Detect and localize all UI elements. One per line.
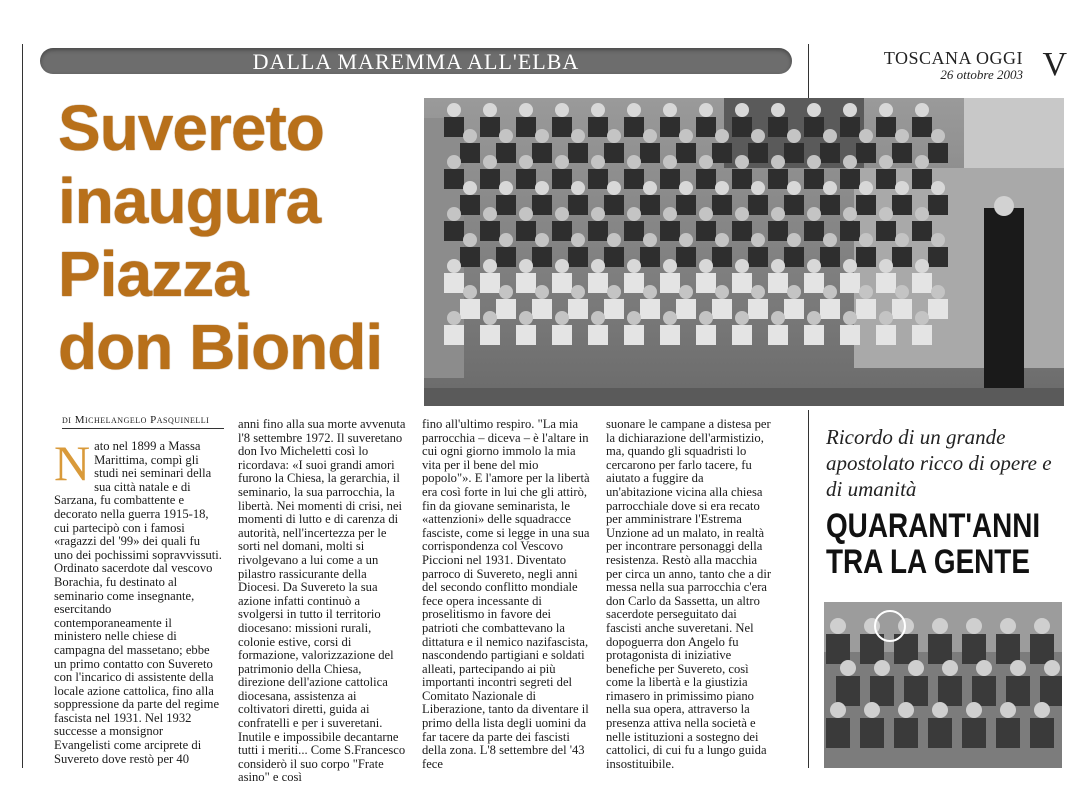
- group-photo-image: [424, 98, 1064, 406]
- page-letter: V: [1042, 46, 1067, 83]
- soldiers-photo-image: [824, 602, 1062, 768]
- headline-line: Piazza: [58, 238, 248, 310]
- headline: [58, 92, 418, 384]
- headline-line: Suvereto: [58, 92, 324, 164]
- drop-cap: N: [54, 435, 91, 491]
- kicker-headline: QUARANT'ANNI TRA LA GENTE: [826, 507, 1041, 581]
- sidebar-rule: [808, 410, 809, 768]
- article-column-2: anni fino alla sua morte avvenuta l'8 settembre 1972. Il suveretano don Ivo Micheletti così lo ricordava: «I suoi grandi amori furono la Chiesa, la gerarchia, il seminario, la sua parrocchia, la libertà. Nei momenti di crisi, nei momenti di lutto e di carenza di autorità, nell'incertezza per le sorti nel domani, molti si rivolgevano a lui come a un pilastro rassicurante della Diocesi. Da Suvereto la sua azione infatti continuò a svolgersi in tutto il territorio diocesano: missioni rurali, colonie estive, corsi di formazione, valorizzazione del patrimonio della Chiesa, direzione dell'azione cattolica diocesana, assistenza ai coltivatori diretti, guida ai confratelli e per i suveretani. Inutile e impossibile decantarne tutti i meriti... Come S.Francesco considerò il suo corpo "Frate asino" e così: [238, 417, 406, 785]
- article-column-1: [54, 435, 222, 766]
- section-banner-text: DALLA MAREMMA ALL'ELBA: [252, 49, 580, 74]
- headline-line: don Biondi: [58, 311, 383, 383]
- article-column-4: suonare le campane a distesa per la dichiarazione dell'armistizio, ma, quando gli squadristi lo cercarono per farlo tacere, fu aiutato a fuggire da un'abitazione vicina alla chiesa parrocchiale dove si era recato per amministrare l'Estrema Unzione ad un malato, in realtà per incontrare personaggi della resistenza. Restò alla macchia per circa un anno, tanto che a dir messa nella sua parrocchia c'era don Carlo da Sassetta, un altro sacerdote perseguitato dai fascisti anche suveretani. Nel dopoguerra don Angelo fu protagonista di iniziative benefiche per Suvereto, così come la libertà e la giustizia rimasero in primissimo piano nella sua opera, attraverso la presenza attiva nella società e nelle istituzioni a sostegno dei cattolici, di cui fu a lungo guida insostituibile.: [606, 417, 772, 771]
- column-text: ato nel 1899 a Massa Marittima, compì gli studi nei seminari della sua città natale e di Sarzana, fu combattente e decorato nella guerra 1915-18, cui partecipò con i famosi «ragazzi del '99» dei quali fu uno dei pochissimi sopravvissuti. Ordinato sacerdote dal vescovo Borachia, fu destinato al seminario come insegnante, esercitando contemporaneamente il ministero nelle chiese di campagna del massetano; ebbe un primo contatto con Suvereto con l'incarico di assistente della locale azione cattolica, fino alla soppressione da parte del regime fascista nel 1931. Nel 1932 successe a monsignor Evangelisti come arciprete di Suvereto dove restò per 40: [54, 439, 222, 766]
- article-column-3: fino all'ultimo respiro. "La mia parrocchia – diceva – è l'altare in cui ogni giorno immolo la mia vita per il bene del mio popolo"». E l'amore per la libertà era così forte in lui che gli attirò, fin da giovane seminarista, le «attenzioni» delle squadracce fasciste, come si legge in una sua corrispondenza col Vescovo Piccioni nel 1931. Diventato parroco di Suvereto, negli anni del secondo conflitto mondiale fece opera incessante di proselitismo in favore dei patrioti che combattevano la dittatura e il nemico nazifascista, nascondendo partigiani e soldati alleati, partecipando ai più importanti incontri segreti del Comitato Nazionale di Liberazione, tanto da diventare il primo della lista degli uomini da far tacere da parte dei fascisti della zona. L'8 settembre del '43 fece: [422, 417, 590, 771]
- byline: di Michelangelo Pasquinelli: [62, 414, 224, 429]
- soldiers-photo: [824, 602, 1062, 768]
- subtitle: Ricordo di un grande apostolato ricco di opere e di umanità: [826, 425, 1052, 501]
- masthead: [884, 48, 1023, 83]
- left-rule: [22, 44, 23, 768]
- headline-line: inaugura: [58, 165, 321, 237]
- publication-date: 26 ottobre 2003: [940, 67, 1023, 82]
- publication-name: TOSCANA OGGI: [883, 48, 1023, 68]
- group-photo: [424, 98, 1064, 406]
- section-banner: [40, 48, 792, 74]
